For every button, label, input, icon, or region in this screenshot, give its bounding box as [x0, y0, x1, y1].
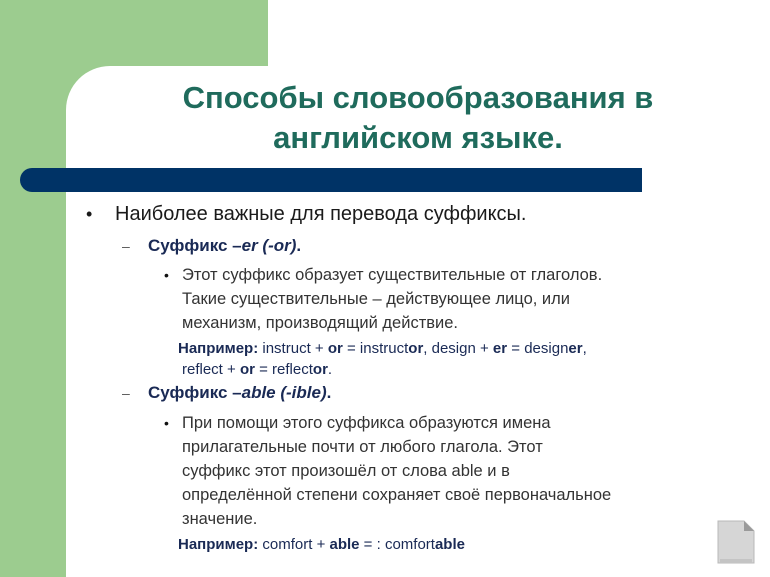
- bullet-main-text: Наиболее важные для перевода суффиксы.: [115, 203, 527, 225]
- example-suffix: er: [492, 340, 508, 357]
- page-corner-icon: [716, 519, 756, 565]
- bullet-icon: •: [164, 415, 169, 431]
- example-text: ,: [582, 340, 587, 357]
- suffix-able-prefix: Суффикс –: [148, 383, 242, 402]
- dash-icon: –: [122, 238, 130, 254]
- suffix-er-example-line-1: [178, 338, 587, 359]
- example-suffix: or: [239, 361, 255, 378]
- suffix-er-end: .: [296, 236, 302, 255]
- suffix-able-end: .: [326, 383, 332, 402]
- example-text: instruct +: [258, 340, 328, 357]
- suffix-er-heading: [148, 236, 301, 256]
- suffix-able-name: able (-ible): [241, 383, 327, 402]
- example-text: .: [327, 361, 333, 378]
- example-label: Например:: [178, 536, 259, 553]
- suffix-er-prefix: Суффикс –: [148, 236, 242, 255]
- suffix-er-desc-line-2: Такие существительные – действующее лицо, или: [182, 290, 570, 308]
- suffix-able-desc-line-1: При помощи этого суффикса образуются имена: [182, 414, 551, 432]
- example-text: = : comfort: [359, 536, 435, 553]
- suffix-able-description: [164, 411, 754, 531]
- example-text: = design: [507, 340, 569, 357]
- bullet-icon: •: [86, 204, 93, 224]
- example-text: reflect +: [182, 361, 240, 378]
- suffix-er-desc-line-1: Этот суффикс образует существительные от глаголов.: [182, 266, 603, 284]
- bullet-main: [86, 203, 526, 226]
- example-suffix: er: [568, 340, 583, 357]
- suffix-able-example: [178, 534, 465, 555]
- title-line-2: английском языке.: [273, 120, 563, 155]
- example-text: comfort +: [258, 536, 330, 553]
- suffix-able-desc-line-2: прилагательные почти от любого глагола. Этот: [182, 438, 543, 456]
- suffix-er-description: [164, 263, 744, 335]
- suffix-er-example-line-2: [182, 359, 332, 380]
- example-label: Например:: [178, 340, 259, 357]
- suffix-able-desc-line-3: суффикс этот произошёл от слова able и в: [182, 462, 510, 480]
- example-text: = instruct: [342, 340, 409, 357]
- example-text: = reflect: [254, 361, 313, 378]
- title-line-1: Способы словообразования в: [182, 80, 654, 115]
- example-suffix: or: [327, 340, 343, 357]
- example-suffix: or: [312, 361, 328, 378]
- bullet-icon: •: [164, 267, 169, 283]
- example-suffix: or: [408, 340, 424, 357]
- example-suffix: able: [434, 536, 465, 553]
- dash-icon: –: [122, 385, 130, 401]
- suffix-er-desc-line-3: механизм, производящий действие.: [182, 314, 458, 332]
- suffix-able-desc-line-4: определённой степени сохраняет своё первоначальное: [182, 486, 612, 504]
- suffix-able-heading: [148, 383, 331, 403]
- suffix-er-name: er (-or): [241, 236, 297, 255]
- example-text: , design +: [423, 340, 493, 357]
- example-suffix: able: [329, 536, 360, 553]
- suffix-able-desc-line-5: значение.: [182, 510, 258, 528]
